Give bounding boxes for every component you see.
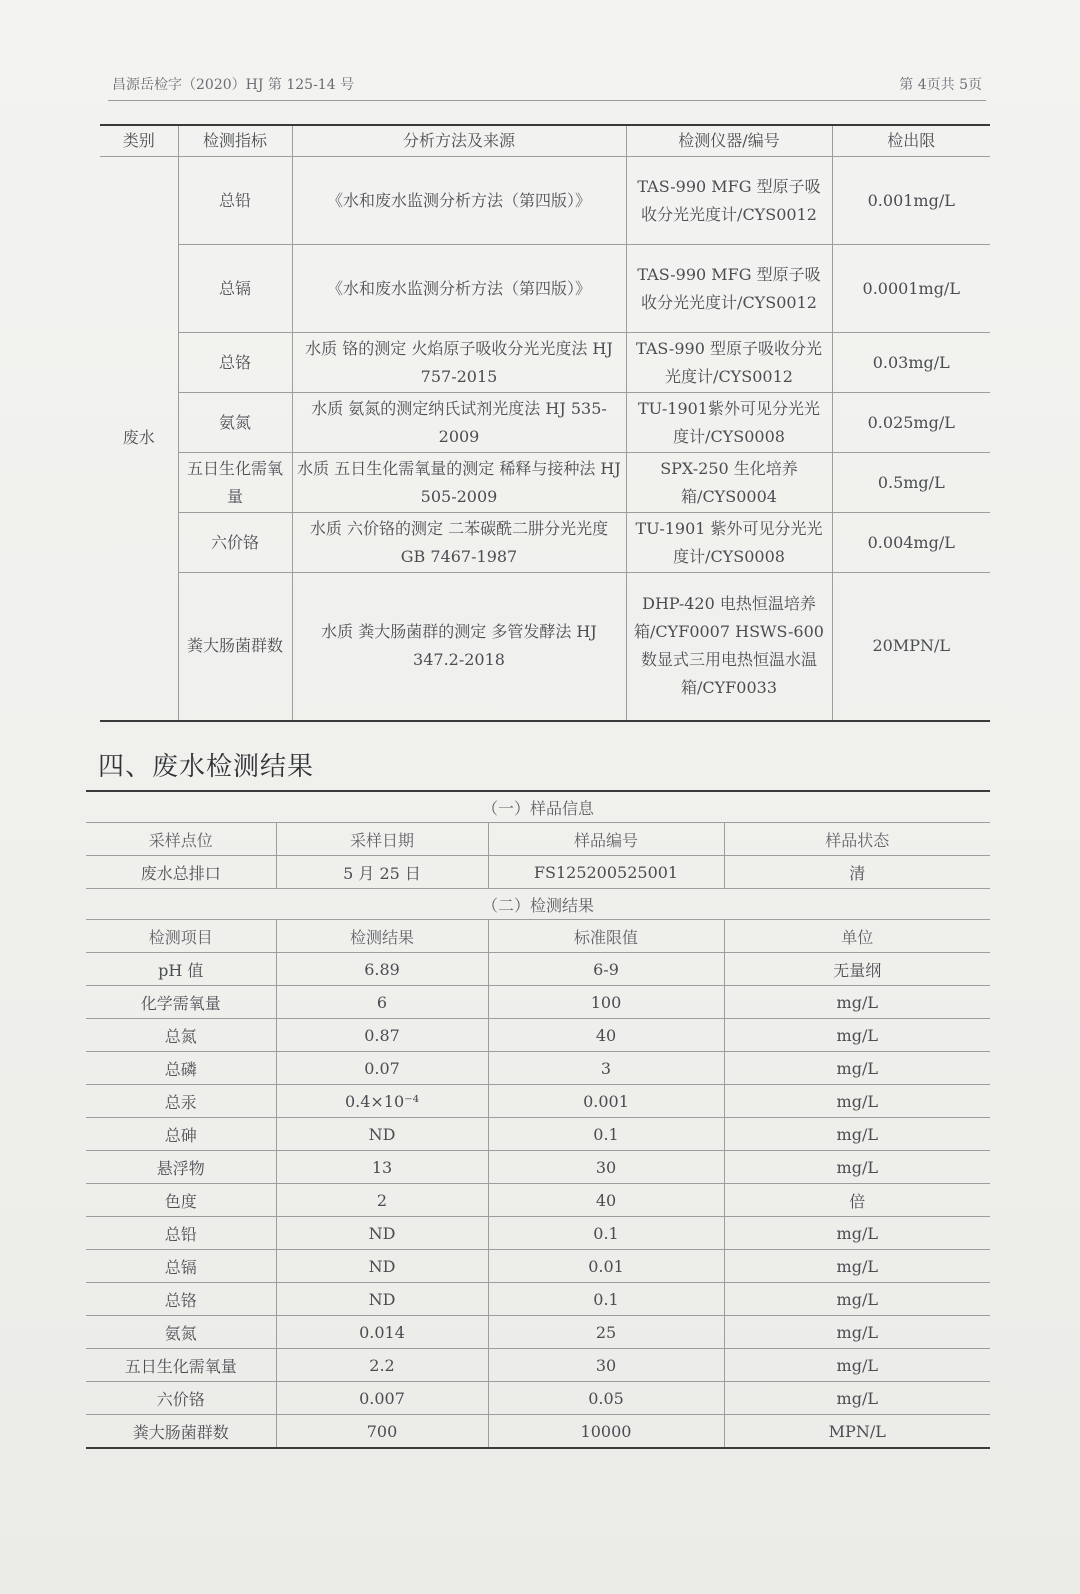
indicator-cell: 粪大肠菌群数: [178, 573, 292, 721]
unit-cell: mg/L: [724, 1085, 990, 1118]
limit-cell: 0.1: [488, 1283, 724, 1316]
limit-cell: 20MPN/L: [832, 573, 990, 721]
results-table: [86, 790, 990, 1449]
table-row: [86, 1052, 990, 1085]
result-header-cell: 单位: [724, 920, 990, 953]
table-row: [86, 1184, 990, 1217]
table-row: [86, 1250, 990, 1283]
result-header-cell: 标准限值: [488, 920, 724, 953]
sample-cell: FS125200525001: [488, 856, 724, 889]
results-title: （二）检测结果: [86, 889, 990, 920]
item-cell: 粪大肠菌群数: [86, 1415, 276, 1449]
unit-cell: mg/L: [724, 1217, 990, 1250]
limit-cell: 40: [488, 1019, 724, 1052]
report-number: 昌源岳检字（2020）HJ 第 125-14 号: [112, 77, 355, 93]
table-row: [86, 1316, 990, 1349]
page-header: [112, 74, 982, 98]
header-indicator: 检测指标: [178, 125, 292, 157]
limit-cell: 0.03mg/L: [832, 333, 990, 393]
sample-cell: 清: [724, 856, 990, 889]
method-cell: 《水和废水监测分析方法（第四版）》: [292, 157, 626, 245]
limit-cell: 0.0001mg/L: [832, 245, 990, 333]
indicator-cell: 氨氮: [178, 393, 292, 453]
table-row: [86, 986, 990, 1019]
method-cell: 水质 六价铬的测定 二苯碳酰二肼分光光度 GB 7467-1987: [292, 513, 626, 573]
unit-cell: mg/L: [724, 1019, 990, 1052]
category-cell: 废水: [100, 157, 178, 721]
unit-cell: mg/L: [724, 986, 990, 1019]
method-cell: 水质 氨氮的测定纳氏试剂光度法 HJ 535-2009: [292, 393, 626, 453]
limit-cell: 0.001: [488, 1085, 724, 1118]
unit-cell: 无量纲: [724, 953, 990, 986]
sample-header-cell: 采样点位: [86, 823, 276, 856]
table-row: [100, 333, 990, 393]
method-cell: 水质 五日生化需氧量的测定 稀释与接种法 HJ 505-2009: [292, 453, 626, 513]
instrument-cell: TAS-990 型原子吸收分光光度计/CYS0012: [626, 333, 832, 393]
value-cell: 6: [276, 986, 488, 1019]
value-cell: 700: [276, 1415, 488, 1449]
sample-info-title: （一）样品信息: [86, 791, 990, 823]
limit-cell: 30: [488, 1151, 724, 1184]
limit-cell: 0.5mg/L: [832, 453, 990, 513]
table-row: [86, 1151, 990, 1184]
item-cell: 悬浮物: [86, 1151, 276, 1184]
sample-cell: 5 月 25 日: [276, 856, 488, 889]
item-cell: 六价铬: [86, 1382, 276, 1415]
header-rule: [108, 100, 986, 101]
value-cell: 2.2: [276, 1349, 488, 1382]
unit-cell: mg/L: [724, 1316, 990, 1349]
limit-cell: 10000: [488, 1415, 724, 1449]
instrument-cell: SPX-250 生化培养箱/CYS0004: [626, 453, 832, 513]
unit-cell: mg/L: [724, 1283, 990, 1316]
item-cell: 总砷: [86, 1118, 276, 1151]
method-cell: 水质 铬的测定 火焰原子吸收分光光度法 HJ 757-2015: [292, 333, 626, 393]
item-cell: 氨氮: [86, 1316, 276, 1349]
method-table-header: [100, 125, 990, 157]
value-cell: ND: [276, 1217, 488, 1250]
item-cell: pH 值: [86, 953, 276, 986]
value-cell: 0.07: [276, 1052, 488, 1085]
sample-header-cell: 样品状态: [724, 823, 990, 856]
limit-cell: 0.025mg/L: [832, 393, 990, 453]
indicator-cell: 六价铬: [178, 513, 292, 573]
header-category: 类别: [100, 125, 178, 157]
value-cell: 0.4×10⁻⁴: [276, 1085, 488, 1118]
table-row: [86, 1118, 990, 1151]
page-number: 第 4页共 5页: [899, 77, 982, 93]
unit-cell: mg/L: [724, 1250, 990, 1283]
instrument-cell: TU-1901 紫外可见分光光度计/CYS0008: [626, 513, 832, 573]
header-method: 分析方法及来源: [292, 125, 626, 157]
table-row: [86, 1019, 990, 1052]
instrument-cell: TAS-990 MFG 型原子吸收分光光度计/CYS0012: [626, 157, 832, 245]
value-cell: ND: [276, 1118, 488, 1151]
limit-cell: 100: [488, 986, 724, 1019]
limit-cell: 0.1: [488, 1118, 724, 1151]
instrument-cell: TAS-990 MFG 型原子吸收分光光度计/CYS0012: [626, 245, 832, 333]
unit-cell: mg/L: [724, 1052, 990, 1085]
value-cell: ND: [276, 1250, 488, 1283]
table-row: [86, 1217, 990, 1250]
value-cell: 13: [276, 1151, 488, 1184]
sample-header-cell: 样品编号: [488, 823, 724, 856]
indicator-cell: 总铅: [178, 157, 292, 245]
item-cell: 化学需氧量: [86, 986, 276, 1019]
sample-header-cell: 采样日期: [276, 823, 488, 856]
sample-header-row: [86, 823, 990, 856]
section-title: 四、废水检测结果: [98, 752, 315, 782]
value-cell: ND: [276, 1283, 488, 1316]
result-header-cell: 检测结果: [276, 920, 488, 953]
value-cell: 0.87: [276, 1019, 488, 1052]
method-cell: 《水和废水监测分析方法（第四版）》: [292, 245, 626, 333]
header-instrument: 检测仪器/编号: [626, 125, 832, 157]
table-row: [86, 1415, 990, 1449]
limit-cell: 0.01: [488, 1250, 724, 1283]
item-cell: 总镉: [86, 1250, 276, 1283]
table-row: [86, 1085, 990, 1118]
item-cell: 五日生化需氧量: [86, 1349, 276, 1382]
value-cell: 6.89: [276, 953, 488, 986]
value-cell: 0.007: [276, 1382, 488, 1415]
limit-cell: 30: [488, 1349, 724, 1382]
value-cell: 2: [276, 1184, 488, 1217]
limit-cell: 40: [488, 1184, 724, 1217]
limit-cell: 0.004mg/L: [832, 513, 990, 573]
instrument-cell: DHP-420 电热恒温培养箱/CYF0007 HSWS-600 数显式三用电热恒温水温箱/CYF0033: [626, 573, 832, 721]
limit-cell: 0.001mg/L: [832, 157, 990, 245]
value-cell: 0.014: [276, 1316, 488, 1349]
item-cell: 总铅: [86, 1217, 276, 1250]
unit-cell: mg/L: [724, 1349, 990, 1382]
item-cell: 色度: [86, 1184, 276, 1217]
limit-cell: 6-9: [488, 953, 724, 986]
indicator-cell: 总镉: [178, 245, 292, 333]
unit-cell: MPN/L: [724, 1415, 990, 1449]
limit-cell: 0.05: [488, 1382, 724, 1415]
item-cell: 总磷: [86, 1052, 276, 1085]
result-header-cell: 检测项目: [86, 920, 276, 953]
limit-cell: 25: [488, 1316, 724, 1349]
sample-row: [86, 856, 990, 889]
table-row: [100, 393, 990, 453]
table-row: [100, 513, 990, 573]
table-row: [86, 1382, 990, 1415]
table-row: [86, 1283, 990, 1316]
unit-cell: mg/L: [724, 1151, 990, 1184]
table-row: [100, 245, 990, 333]
table-row: [100, 157, 990, 245]
sample-cell: 废水总排口: [86, 856, 276, 889]
indicator-cell: 五日生化需氧量: [178, 453, 292, 513]
table-row: [86, 1349, 990, 1382]
item-cell: 总铬: [86, 1283, 276, 1316]
item-cell: 总汞: [86, 1085, 276, 1118]
indicator-cell: 总铬: [178, 333, 292, 393]
limit-cell: 3: [488, 1052, 724, 1085]
unit-cell: mg/L: [724, 1118, 990, 1151]
table-row: [100, 573, 990, 721]
method-cell: 水质 粪大肠菌群的测定 多管发酵法 HJ 347.2-2018: [292, 573, 626, 721]
table-row: [86, 953, 990, 986]
result-header-row: [86, 920, 990, 953]
limit-cell: 0.1: [488, 1217, 724, 1250]
sample-info-title-row: [86, 791, 990, 823]
item-cell: 总氮: [86, 1019, 276, 1052]
table-row: [100, 453, 990, 513]
unit-cell: mg/L: [724, 1382, 990, 1415]
method-table: [100, 124, 990, 722]
header-limit: 检出限: [832, 125, 990, 157]
unit-cell: 倍: [724, 1184, 990, 1217]
instrument-cell: TU-1901紫外可见分光光度计/CYS0008: [626, 393, 832, 453]
results-title-row: [86, 889, 990, 920]
